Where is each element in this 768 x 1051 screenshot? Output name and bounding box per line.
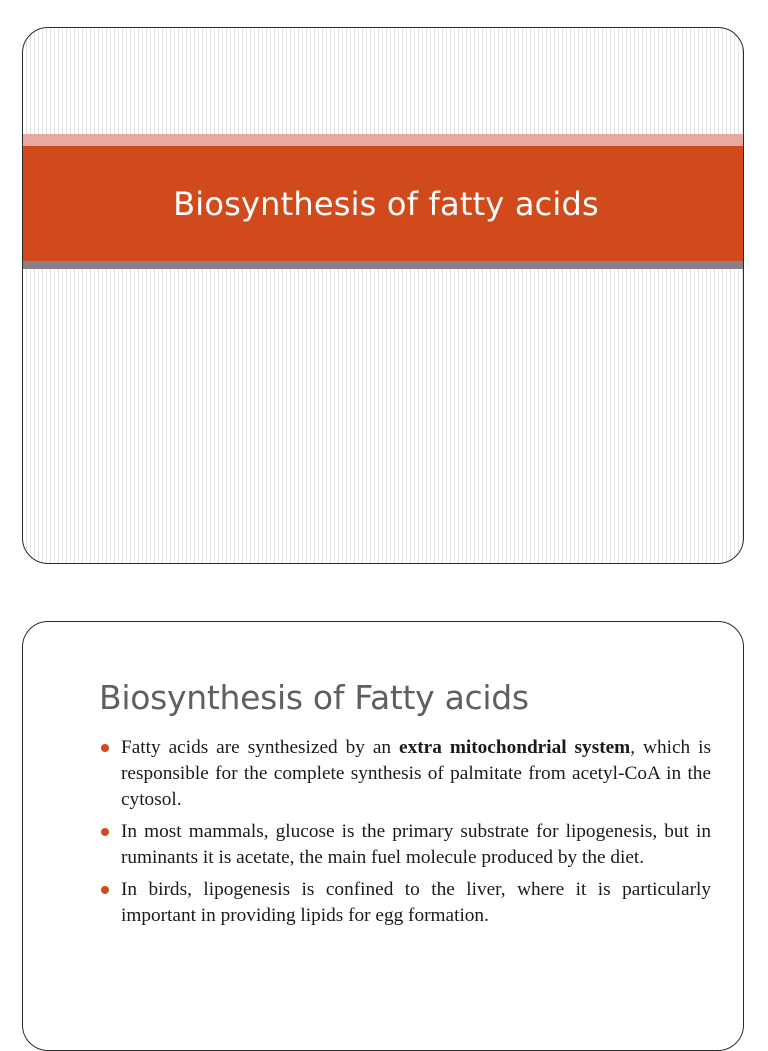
title-slide — [22, 27, 744, 564]
bullet-text: In most mammals, glucose is the primary substrate for lipogenesis, but in ruminants it is acetate, the main fuel molecule produced by the diet. — [121, 821, 711, 868]
bullet-text-end: , which is responsible for the complete synthesis of palmitate from acetyl-CoA in the cytosol. — [121, 737, 711, 810]
title-band-bottom-stripe — [23, 261, 743, 269]
bullet-item — [121, 877, 711, 929]
bullet-list — [121, 735, 711, 935]
content-slide — [22, 621, 744, 1051]
slide-title: Biosynthesis of fatty acids — [173, 184, 599, 223]
bullet-item — [121, 735, 711, 813]
bullet-text-start: Fatty acids are synthesized by an — [121, 737, 400, 758]
bullet-item — [121, 819, 711, 871]
bullet-dot-icon — [101, 744, 109, 752]
bullet-text-bold: extra mitochondrial system — [399, 737, 631, 758]
bullet-text: In birds, lipogenesis is confined to the liver, where it is particularly important in providing lipids for egg formation. — [121, 879, 711, 926]
content-slide-title: Biosynthesis of Fatty acids — [99, 678, 529, 717]
title-band-top-stripe — [23, 134, 743, 146]
title-band — [23, 146, 743, 261]
bullet-dot-icon — [101, 828, 109, 836]
bullet-dot-icon — [101, 886, 109, 894]
